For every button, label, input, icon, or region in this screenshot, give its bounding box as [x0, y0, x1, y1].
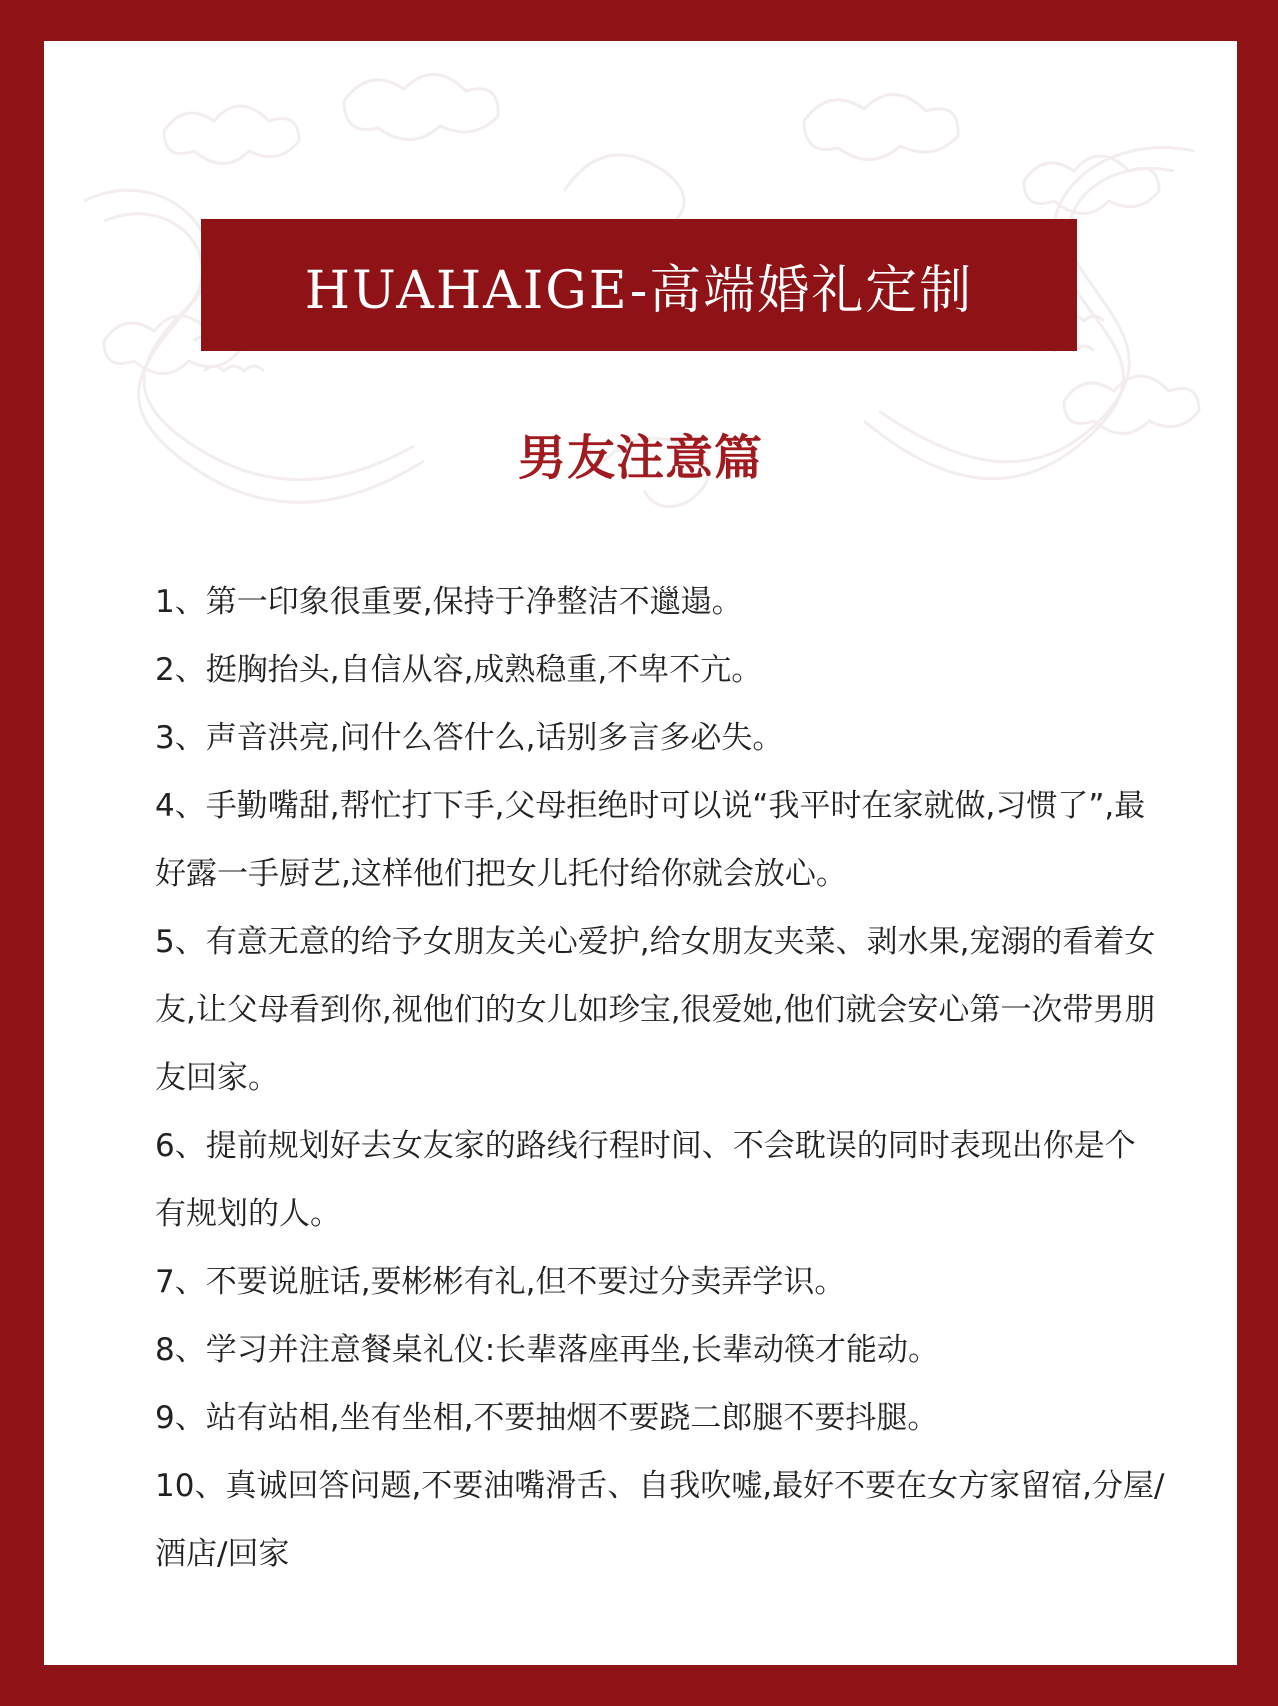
list-item: 4、手勤嘴甜,帮忙打下手,父母拒绝时可以说“我平时在家就做,习惯了”,最好露一手厨艺,这样他们把女儿托付给你就会放心。	[155, 788, 1146, 892]
tips-list	[155, 568, 1165, 1588]
list-item: 2、挺胸抬头,自信从容,成熟稳重,不卑不亢。	[155, 652, 763, 688]
content-card	[44, 41, 1237, 1665]
list-item: 1、第一印象很重要,保持于净整洁不邋遢。	[155, 584, 743, 620]
section-title: 男友注意篇	[517, 430, 763, 486]
list-item: 9、站有站相,坐有坐相,不要抽烟不要跷二郎腿不要抖腿。	[155, 1400, 939, 1436]
list-item: 6、提前规划好去女友家的路线行程时间、不会耽误的同时表现出你是个有规划的人。	[155, 1128, 1136, 1232]
title-banner	[201, 219, 1077, 351]
list-item: 3、声音洪亮,问什么答什么,话别多言多必失。	[155, 720, 784, 756]
list-item: 7、不要说脏话,要彬彬有礼,但不要过分卖弄学识。	[155, 1264, 846, 1300]
list-item: 10、真诚回答问题,不要油嘴滑舌、自我吹嘘,最好不要在女方家留宿,分屋/酒店/回家	[155, 1468, 1165, 1572]
list-item: 5、有意无意的给予女朋友关心爱护,给女朋友夹菜、剥水果,宠溺的看着女友,让父母看到你,视他们的女儿如珍宝,很爱她,他们就会安心第一次带男朋友回家。	[155, 924, 1156, 1096]
list-item: 8、学习并注意餐桌礼仪:长辈落座再坐,长辈动筷才能动。	[155, 1332, 940, 1368]
brand-title: HUAHAIGE-高端婚礼定制	[304, 260, 974, 321]
